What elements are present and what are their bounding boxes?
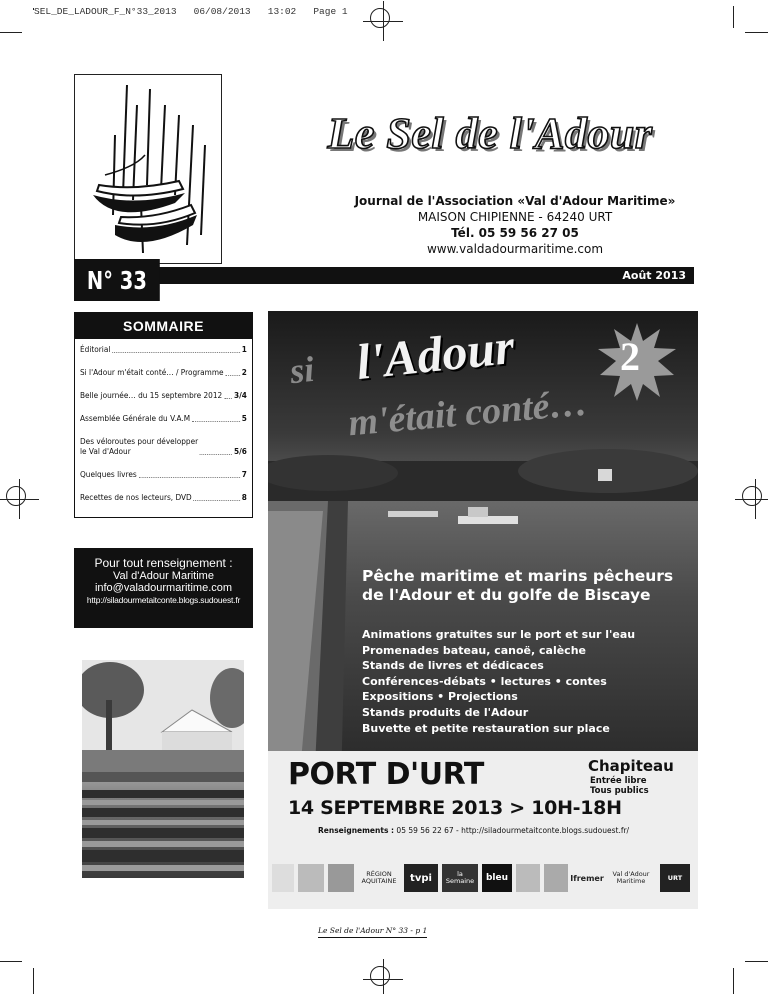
- event-poster: [268, 311, 698, 909]
- table-of-contents: [74, 312, 253, 518]
- crop-mark: [733, 968, 734, 994]
- sponsor-logo: [544, 864, 568, 892]
- contact-box: [74, 548, 253, 628]
- event-photo: [82, 660, 244, 878]
- crop-mark: [33, 8, 34, 10]
- activity-item: Promenades bateau, canoë, calèche: [362, 643, 586, 657]
- sponsor-logo: [272, 864, 294, 892]
- poster-title-conte: m'était conté…: [346, 381, 589, 445]
- activity-item: Animations gratuites sur le port et sur l'eau: [362, 628, 636, 641]
- toc-item[interactable]: Des véloroutes pour développer le Val d'Adour 5/6: [80, 437, 247, 456]
- sponsor-logo: la Semaine: [442, 864, 478, 892]
- contact-heading: Pour tout renseignement :: [94, 556, 233, 570]
- association-name: Journal de l'Association «Val d'Adour Maritime»: [354, 194, 676, 208]
- registration-mark: [370, 8, 390, 28]
- crop-mark: [0, 961, 22, 962]
- contact-email[interactable]: info@valadourmaritime.com: [94, 582, 233, 594]
- info-label: Renseignements :: [318, 826, 395, 835]
- crop-mark: [745, 961, 768, 962]
- sponsor-logo: tvpi: [404, 864, 438, 892]
- issue-number: N° 33: [74, 259, 160, 301]
- toc-item[interactable]: Recettes de nos lecteurs, DVD 8: [80, 493, 247, 502]
- issue-bar: [74, 267, 694, 284]
- activity-item: Stands de livres et dédicaces: [362, 659, 544, 673]
- activity-item: Conférences-débats • lectures • contes: [362, 674, 607, 688]
- toc-list: [75, 339, 252, 503]
- event-info: [318, 826, 629, 835]
- registration-mark: [742, 486, 762, 506]
- crop-mark: [733, 6, 734, 28]
- print-slug: SEL_DE_LADOUR_F_N°33_2013 06/08/2013 13:02 Page 1: [34, 6, 348, 17]
- activity-item: Buvette et petite restauration sur place: [362, 721, 610, 735]
- toc-item[interactable]: Si l'Adour m'était conté… / Programme 2: [80, 368, 247, 377]
- poster-title-si: si: [287, 348, 317, 392]
- crop-mark: [745, 32, 768, 33]
- sponsor-logo: URT: [660, 864, 690, 892]
- entry-free: Entrée libre: [590, 776, 647, 786]
- contact-blog-link[interactable]: http://siladourmetaitconte.blogs.sudouest.fr: [86, 595, 241, 605]
- sponsor-logo: [328, 864, 354, 892]
- activity-item: Expositions • Projections: [362, 690, 518, 704]
- crop-mark: [33, 968, 34, 994]
- poster-title-adour: l'Adour: [353, 317, 517, 391]
- sponsor-logo: Ifremer: [570, 873, 604, 883]
- entry-audience: Tous publics: [590, 786, 649, 796]
- sponsor-logos: [268, 856, 698, 906]
- toc-item[interactable]: Quelques livres 7: [80, 470, 247, 479]
- poster-headline: Pêche maritime et marins pêcheurs de l'Adour et du golfe de Biscaye: [362, 567, 674, 604]
- issue-date: Août 2013: [622, 269, 686, 282]
- event-place: PORT D'URT: [288, 757, 484, 792]
- event-venue: Chapiteau: [588, 757, 674, 775]
- masthead-title: Le Sel de l'Adour: [327, 109, 653, 158]
- sponsor-logo: RÉGION AQUITAINE: [361, 870, 397, 885]
- toc-title: SOMMAIRE: [75, 313, 252, 339]
- toc-item[interactable]: Éditorial 1: [80, 345, 247, 354]
- registration-mark: [6, 486, 26, 506]
- event-entry: [590, 776, 649, 796]
- association-info: [300, 193, 730, 257]
- toc-item[interactable]: Assemblée Générale du V.A.M 5: [80, 414, 247, 423]
- association-logo: [74, 74, 222, 264]
- boats-illustration: [75, 75, 223, 265]
- association-phone: Tél. 05 59 56 27 05: [451, 226, 579, 240]
- sponsor-logo: Val d'Adour Maritime: [612, 870, 650, 885]
- sponsor-logo: bleu: [482, 864, 512, 892]
- crop-mark: [0, 32, 22, 33]
- info-value[interactable]: 05 59 56 22 67 - http://siladourmetaitconte.blogs.sudouest.fr/: [396, 826, 630, 835]
- association-address: MAISON CHIPIENNE - 64240 URT: [417, 210, 613, 224]
- poster-activities: [362, 627, 692, 736]
- edition-number: 2: [620, 334, 640, 379]
- sponsor-logo: [298, 864, 324, 892]
- photo-scene: [82, 660, 244, 878]
- association-website[interactable]: www.valdadourmaritime.com: [426, 242, 604, 256]
- toc-item[interactable]: Belle journée… du 15 septembre 2012 3/4: [80, 391, 247, 400]
- event-date: 14 SEPTEMBRE 2013 > 10H-18H: [288, 797, 622, 819]
- sponsor-logo: [516, 864, 540, 892]
- activity-item: Stands produits de l'Adour: [362, 705, 529, 719]
- contact-org: Val d'Adour Maritime: [113, 570, 214, 582]
- registration-mark: [370, 966, 390, 986]
- page-footer: Le Sel de l'Adour N° 33 - p 1: [318, 926, 427, 938]
